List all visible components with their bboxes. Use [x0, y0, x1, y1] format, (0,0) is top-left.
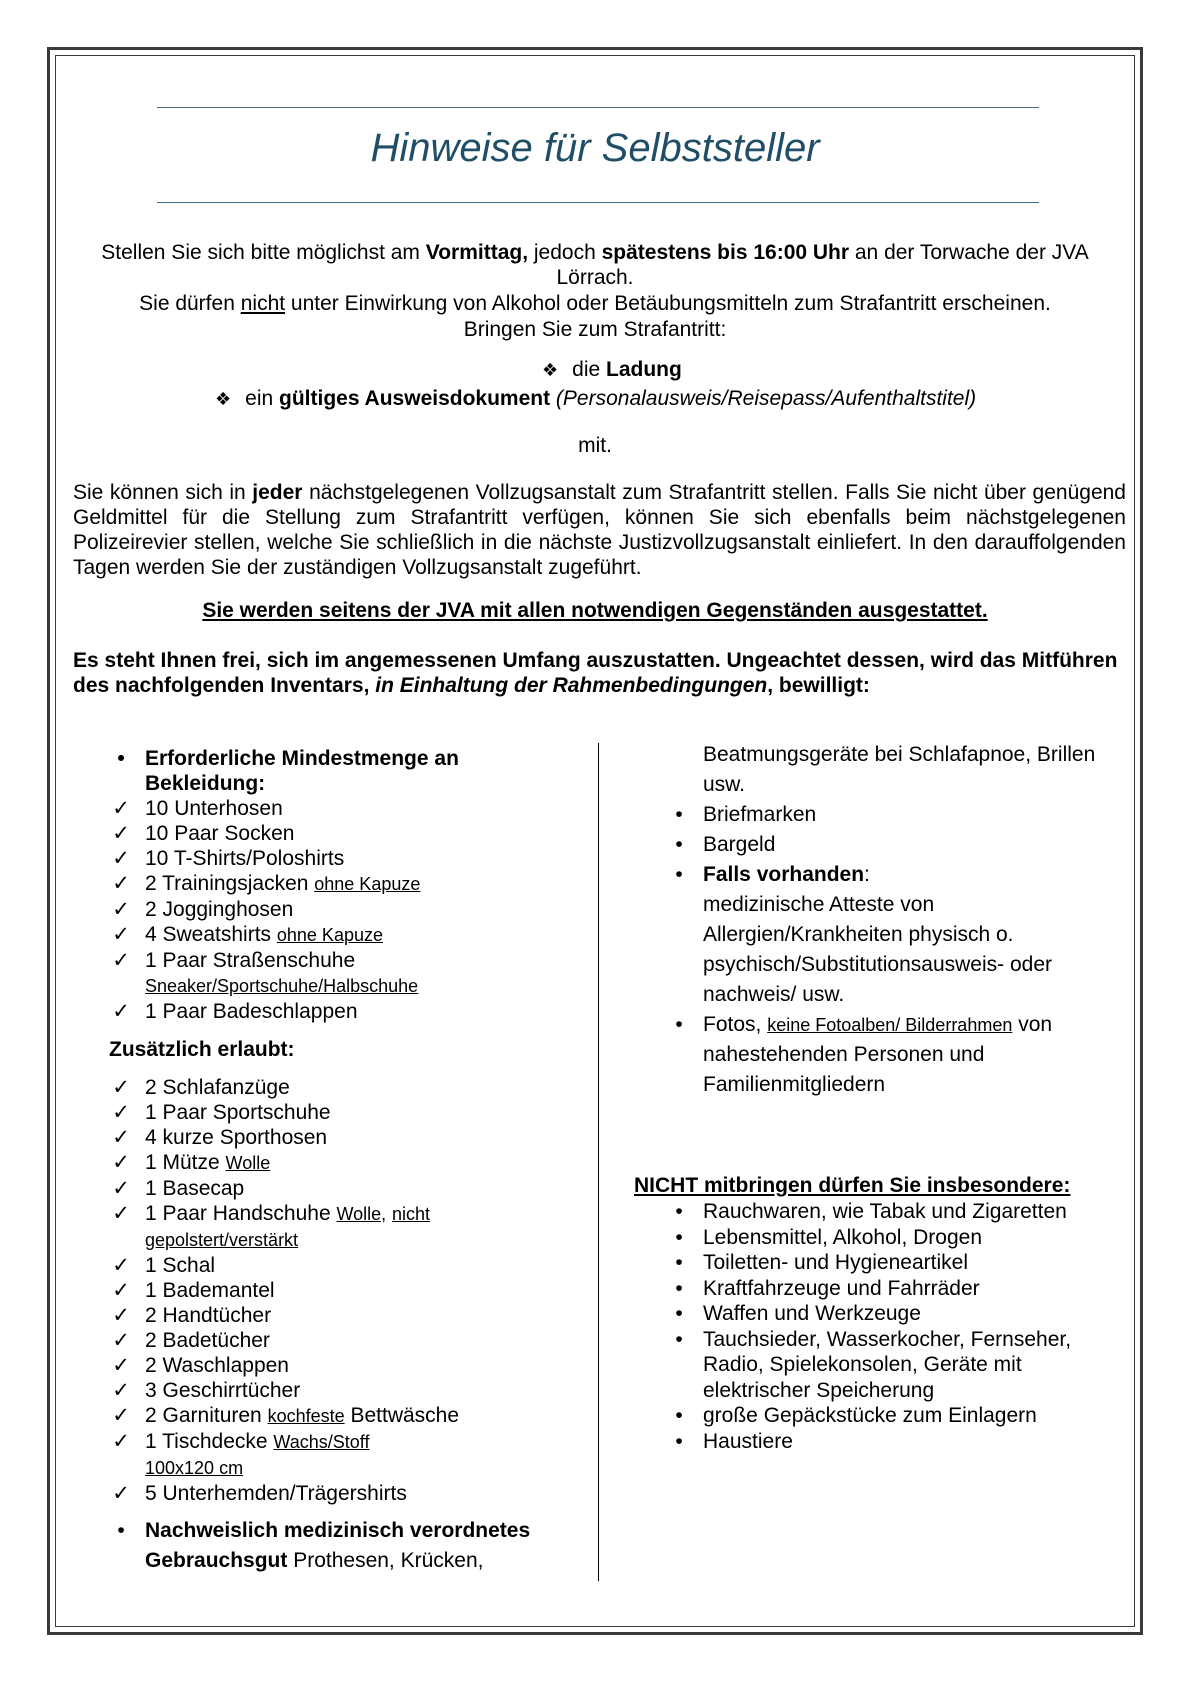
list-item: • Falls vorhanden: medizinische Atteste von Allergien/Krankheiten physisch o. psychisch/Substitutionsausweis- oder nachweis/ usw. — [675, 863, 1053, 1006]
intro-line-2: Lörrach. — [556, 266, 634, 289]
title-rule-bottom — [157, 202, 1039, 203]
list-item: ✓ 1 Paar Straßenschuhe Sneaker/Sportschuhe/Halbschuhe — [109, 948, 569, 999]
list-item: ✓ 4 kurze Sporthosen — [109, 1125, 569, 1150]
check-icon: ✓ — [112, 898, 130, 921]
list-item: ✓ 1 Bademantel — [109, 1278, 569, 1303]
check-icon: ✓ — [112, 949, 130, 972]
check-icon: ✓ — [112, 1151, 130, 1174]
list-item: ✓ 1 Tischdecke Wachs/Stoff 100x120 cm — [109, 1429, 569, 1481]
list-item: ✓ 2 Waschlappen — [109, 1353, 569, 1378]
list-item: ✓ 4 Sweatshirts ohne Kapuze — [109, 922, 569, 948]
list-item: ✓ 2 Trainingsjacken ohne Kapuze — [109, 871, 569, 897]
check-icon: ✓ — [112, 1254, 130, 1277]
extras-heading: Zusätzlich erlaubt: — [109, 1038, 295, 1061]
intro-line-3: Sie dürfen nicht unter Einwirkung von Alkohol oder Betäubungsmitteln zum Strafantritt erscheinen. — [139, 292, 1051, 315]
check-icon: ✓ — [112, 1076, 130, 1099]
diamond-bullet-icon: ❖ — [215, 389, 232, 409]
title-rule-top — [157, 107, 1039, 108]
list-item: • Toiletten- und Hygieneartikel — [675, 1251, 968, 1274]
check-icon: ✓ — [112, 923, 130, 946]
check-icon: ✓ — [112, 872, 130, 895]
list-item-continued: Beatmungsgeräte bei Schlafapnoe, Brillen usw. — [703, 743, 1096, 796]
list-item: ✓ 10 Paar Socken — [109, 821, 569, 846]
list-item: • Lebensmittel, Alkohol, Drogen — [675, 1225, 982, 1249]
list-item: ✓ 1 Basecap — [109, 1176, 569, 1201]
list-item: ✓ 1 Paar Handschuhe Wolle, nicht gepolstert/verstärkt — [109, 1201, 569, 1253]
list-item: ✓ 10 T-Shirts/Poloshirts — [109, 846, 569, 871]
bring-mit: mit. — [578, 434, 612, 457]
diamond-bullet-icon: ❖ — [542, 360, 559, 380]
list-item: ✓ 2 Garnituren kochfeste Bettwäsche — [109, 1403, 569, 1429]
check-icon: ✓ — [112, 1304, 130, 1327]
list-item: • Waffen und Werkzeuge — [675, 1302, 921, 1325]
right-column — [667, 740, 1127, 1100]
list-item: ✓ 1 Mütze Wolle — [109, 1150, 569, 1176]
list-item: • Fotos, keine Fotoalben/ Bilderrahmen von nahestehenden Personen und Familienmitgliedern — [675, 1013, 1053, 1096]
check-icon: ✓ — [112, 1430, 130, 1453]
list-item: ✓ 1 Schal — [109, 1253, 569, 1278]
check-icon: ✓ — [112, 1000, 130, 1023]
list-item: ✓ 10 Unterhosen — [109, 796, 569, 821]
check-icon: ✓ — [112, 1279, 130, 1302]
check-icon: ✓ — [112, 1482, 130, 1505]
list-item: • Haustiere — [675, 1429, 793, 1453]
check-icon: ✓ — [112, 1329, 130, 1352]
left-column — [109, 746, 569, 1576]
bring-item-ladung: ❖ die Ladung — [542, 358, 682, 381]
column-divider — [598, 743, 599, 1581]
notice-ausgestattet: Sie werden seitens der JVA mit allen notwendigen Gegenständen ausgestattet. — [202, 599, 988, 622]
paragraph-vollzugsanstalt: Sie können sich in jeder nächstgelegenen Vollzugsanstalt zum Strafantritt stellen. Falls Sie nicht über genügend Geldmittel für die Stellung zum Strafantritt verfügen, können Sie sich ebenfalls beim nächstgelegenen Polizeirevier stellen, welche Sie schließlich in die nächste Justizvollzugsanstalt einliefert. In den darauffolgenden Tagen werden Sie der zuständigen Vollzugsanstalt zugeführt. — [73, 481, 1126, 579]
check-icon: ✓ — [112, 1202, 130, 1225]
list-item: • Tauchsieder, Wasserkocher, Fernseher, Radio, Spielekonsolen, Geräte mit elektrischer Speicherung — [675, 1327, 1072, 1402]
paragraph-inventar: Es steht Ihnen frei, sich im angemessenen Umfang auszustatten. Ungeachtet dessen, wird das Mitführen des nachfolgenden Inventars, in Einhaltung der Rahmenbedingungen, bewilligt: — [73, 649, 1118, 697]
list-item-medical: • Nachweislich medizinisch verordnetes Gebrauchsgut Prothesen, Krücken, — [117, 1519, 531, 1572]
check-icon: ✓ — [112, 1354, 130, 1377]
list-item: • Kraftfahrzeuge und Fahrräder — [675, 1276, 980, 1300]
not-allowed-heading: NICHT mitbringen dürfen Sie insbesondere: — [634, 1174, 1071, 1197]
list-item: ✓ 3 Geschirrtücher — [109, 1378, 569, 1403]
list-item-min-heading: • Erforderliche Mindestmenge an Bekleidung: — [117, 747, 459, 795]
list-item: • Rauchwaren, wie Tabak und Zigaretten — [675, 1200, 1067, 1223]
not-allowed-section — [634, 1173, 1124, 1454]
check-icon: ✓ — [112, 1379, 130, 1402]
check-icon: ✓ — [112, 1404, 130, 1427]
list-item: • Bargeld — [675, 833, 776, 856]
intro-line-4: Bringen Sie zum Strafantritt: — [463, 318, 727, 341]
list-item: ✓ 2 Jogginghosen — [109, 897, 569, 922]
bring-item-ausweis: ❖ ein gültiges Ausweisdokument (Personalausweis/Reisepass/Aufenthaltstitel) — [215, 387, 977, 410]
intro-line-1: Stellen Sie sich bitte möglichst am Vormittag, jedoch spätestens bis 16:00 Uhr an der Torwache der JVA — [101, 241, 1089, 264]
list-item: ✓ 1 Paar Badeschlappen — [109, 999, 569, 1024]
check-icon: ✓ — [112, 847, 130, 870]
check-icon: ✓ — [112, 822, 130, 845]
check-icon: ✓ — [112, 797, 130, 820]
not-allowed-list — [634, 1199, 1124, 1454]
list-item: ✓ 1 Paar Sportschuhe — [109, 1100, 569, 1125]
check-icon: ✓ — [112, 1126, 130, 1149]
list-item: • Briefmarken — [675, 803, 817, 826]
list-item: ✓ 5 Unterhemden/Trägershirts — [109, 1481, 569, 1506]
list-item: ✓ 2 Schlafanzüge — [109, 1075, 569, 1100]
check-icon: ✓ — [112, 1101, 130, 1124]
list-item: ✓ 2 Badetücher — [109, 1328, 569, 1353]
list-item: ✓ 2 Handtücher — [109, 1303, 569, 1328]
check-icon: ✓ — [112, 1177, 130, 1200]
page-title: Hinweise für Selbststeller — [370, 126, 820, 170]
list-item: • große Gepäckstücke zum Einlagern — [675, 1404, 1037, 1427]
